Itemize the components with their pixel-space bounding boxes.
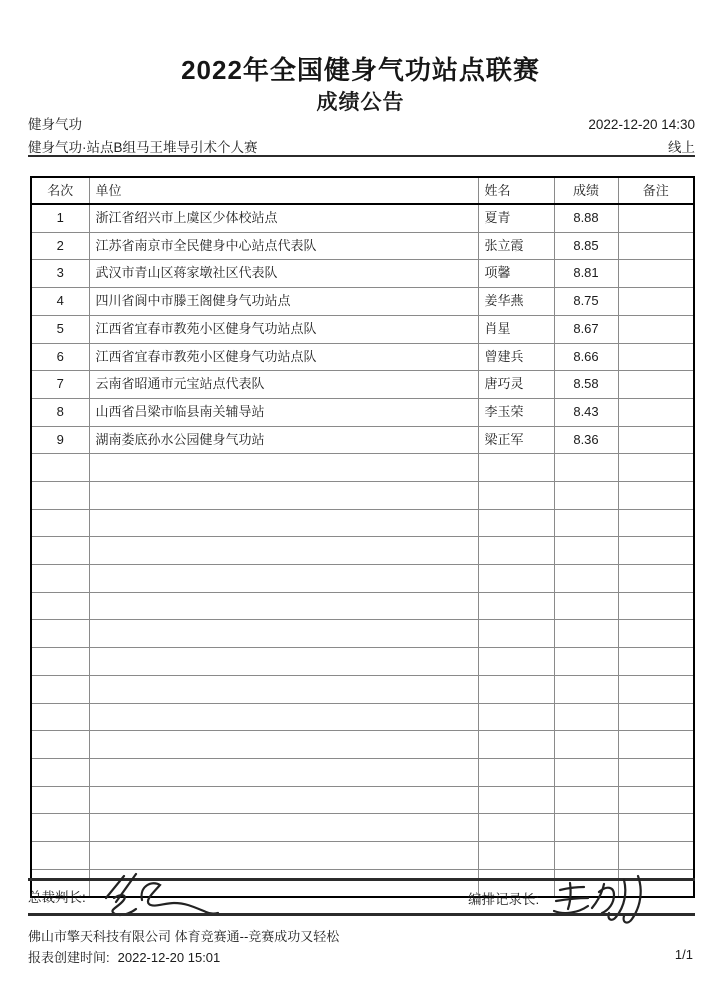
score-cell: [554, 620, 618, 648]
name-cell: 曾建兵: [478, 343, 554, 371]
remark-cell: [618, 315, 694, 343]
rank-cell: 2: [31, 232, 89, 260]
empty-table-row: [31, 758, 694, 786]
remark-cell: [618, 841, 694, 869]
empty-table-row: [31, 731, 694, 759]
rank-cell: 9: [31, 426, 89, 454]
score-cell: [554, 841, 618, 869]
name-cell: [478, 648, 554, 676]
table-row: [31, 426, 694, 454]
results-table-header: [31, 177, 694, 204]
score-cell: 8.81: [554, 260, 618, 288]
score-cell: 8.88: [554, 204, 618, 232]
col-header-remark: 备注: [618, 177, 694, 204]
name-cell: [478, 509, 554, 537]
col-header-score: 成绩: [554, 177, 618, 204]
remark-cell: [618, 703, 694, 731]
empty-table-row: [31, 454, 694, 482]
score-cell: [554, 675, 618, 703]
unit-cell: 四川省阆中市滕王阁健身气功站点: [89, 288, 478, 316]
page-title: 2022年全国健身气功站点联赛: [181, 55, 540, 85]
name-cell: [478, 786, 554, 814]
rank-cell: [31, 482, 89, 510]
meta-row-2: [28, 136, 695, 156]
name-cell: 梁正军: [478, 426, 554, 454]
score-cell: [554, 703, 618, 731]
name-cell: [478, 537, 554, 565]
table-row: [31, 260, 694, 288]
remark-cell: [618, 786, 694, 814]
event-name: 健身气功·站点B组马王堆导引术个人赛: [28, 140, 258, 155]
unit-cell: [89, 454, 478, 482]
remark-cell: [618, 343, 694, 371]
name-cell: 唐巧灵: [478, 371, 554, 399]
unit-cell: 武汉市青山区蒋家墩社区代表队: [89, 260, 478, 288]
rank-cell: 1: [31, 204, 89, 232]
signature-row: [28, 884, 695, 916]
table-row: [31, 232, 694, 260]
rank-cell: 6: [31, 343, 89, 371]
rank-cell: [31, 620, 89, 648]
meta-row-1: [28, 113, 695, 133]
header-row: [31, 177, 694, 204]
table-row: [31, 315, 694, 343]
unit-cell: [89, 841, 478, 869]
unit-cell: [89, 648, 478, 676]
unit-cell: [89, 758, 478, 786]
remark-cell: [618, 454, 694, 482]
name-cell: 项馨: [478, 260, 554, 288]
remark-cell: [618, 731, 694, 759]
name-cell: [478, 814, 554, 842]
rank-cell: 7: [31, 371, 89, 399]
name-cell: 李玉荣: [478, 398, 554, 426]
name-cell: [478, 454, 554, 482]
remark-cell: [618, 204, 694, 232]
unit-cell: 浙江省绍兴市上虞区少体校站点: [89, 204, 478, 232]
score-cell: 8.58: [554, 371, 618, 399]
col-header-unit: 单位: [89, 177, 478, 204]
rank-cell: [31, 509, 89, 537]
score-cell: [554, 648, 618, 676]
score-cell: [554, 509, 618, 537]
remark-cell: [618, 648, 694, 676]
name-cell: [478, 620, 554, 648]
remark-cell: [618, 758, 694, 786]
rank-cell: [31, 758, 89, 786]
unit-cell: 江西省宜春市教苑小区健身气功站点队: [89, 343, 478, 371]
remark-cell: [618, 620, 694, 648]
score-cell: [554, 565, 618, 593]
empty-table-row: [31, 565, 694, 593]
score-cell: [554, 758, 618, 786]
score-cell: [554, 482, 618, 510]
chief-referee-label: 总裁判长:: [28, 890, 86, 905]
unit-cell: [89, 675, 478, 703]
rank-cell: [31, 565, 89, 593]
table-row: [31, 288, 694, 316]
name-cell: [478, 675, 554, 703]
score-cell: 8.85: [554, 232, 618, 260]
empty-table-row: [31, 648, 694, 676]
col-header-name: 姓名: [478, 177, 554, 204]
name-cell: [478, 482, 554, 510]
name-cell: 肖星: [478, 315, 554, 343]
rank-cell: 5: [31, 315, 89, 343]
table-row: [31, 398, 694, 426]
rank-cell: [31, 731, 89, 759]
name-cell: [478, 565, 554, 593]
score-cell: [554, 454, 618, 482]
empty-table-row: [31, 786, 694, 814]
empty-table-row: [31, 482, 694, 510]
remark-cell: [618, 675, 694, 703]
empty-table-row: [31, 537, 694, 565]
rank-cell: [31, 454, 89, 482]
record-keeper-label: 编排记录长:: [468, 892, 540, 907]
score-cell: 8.43: [554, 398, 618, 426]
unit-cell: [89, 565, 478, 593]
remark-cell: [618, 426, 694, 454]
unit-cell: [89, 482, 478, 510]
unit-cell: 山西省吕梁市临县南关辅导站: [89, 398, 478, 426]
unit-cell: [89, 703, 478, 731]
unit-cell: [89, 509, 478, 537]
unit-cell: [89, 592, 478, 620]
unit-cell: 江苏省南京市全民健身中心站点代表队: [89, 232, 478, 260]
unit-cell: [89, 814, 478, 842]
remark-cell: [618, 509, 694, 537]
rank-cell: [31, 703, 89, 731]
remark-cell: [618, 260, 694, 288]
score-cell: [554, 786, 618, 814]
name-cell: 夏青: [478, 204, 554, 232]
score-cell: 8.36: [554, 426, 618, 454]
empty-table-row: [31, 592, 694, 620]
rank-cell: [31, 814, 89, 842]
remark-cell: [618, 482, 694, 510]
col-header-rank: 名次: [31, 177, 89, 204]
name-cell: [478, 703, 554, 731]
name-cell: 姜华燕: [478, 288, 554, 316]
unit-cell: [89, 786, 478, 814]
report-datetime: 2022-12-20 14:30: [588, 117, 695, 132]
empty-table-row: [31, 620, 694, 648]
remark-cell: [618, 565, 694, 593]
table-row: [31, 343, 694, 371]
empty-table-row: [31, 509, 694, 537]
results-table-body: [31, 204, 694, 897]
score-cell: 8.75: [554, 288, 618, 316]
remark-cell: [618, 288, 694, 316]
signature-divider-bottom: [28, 913, 695, 916]
name-cell: [478, 592, 554, 620]
remark-cell: [618, 537, 694, 565]
results-table: [30, 176, 695, 898]
name-cell: [478, 841, 554, 869]
unit-cell: [89, 620, 478, 648]
rank-cell: [31, 537, 89, 565]
name-cell: [478, 758, 554, 786]
unit-cell: [89, 537, 478, 565]
header-divider: [28, 155, 695, 157]
score-cell: [554, 592, 618, 620]
unit-cell: 江西省宜春市教苑小区健身气功站点队: [89, 315, 478, 343]
remark-cell: [618, 814, 694, 842]
empty-table-row: [31, 703, 694, 731]
score-cell: [554, 537, 618, 565]
rank-cell: 4: [31, 288, 89, 316]
rank-cell: [31, 648, 89, 676]
unit-cell: [89, 731, 478, 759]
unit-cell: 湖南娄底孙水公园健身气功站: [89, 426, 478, 454]
score-cell: [554, 814, 618, 842]
competition-mode: 线上: [668, 140, 695, 155]
footer-company-slogan: 佛山市擎天科技有限公司 体育竞赛通--竞赛成功又轻松: [28, 929, 340, 944]
rank-cell: 3: [31, 260, 89, 288]
rank-cell: [31, 592, 89, 620]
remark-cell: [618, 371, 694, 399]
remark-cell: [618, 398, 694, 426]
rank-cell: [31, 675, 89, 703]
score-cell: 8.67: [554, 315, 618, 343]
created-time: 2022-12-20 15:01: [117, 950, 221, 965]
table-row: [31, 371, 694, 399]
unit-cell: 云南省昭通市元宝站点代表队: [89, 371, 478, 399]
rank-cell: 8: [31, 398, 89, 426]
score-cell: 8.66: [554, 343, 618, 371]
sport-label: 健身气功: [28, 117, 82, 132]
rank-cell: [31, 786, 89, 814]
footer-created-line: [28, 947, 220, 966]
name-cell: [478, 731, 554, 759]
empty-table-row: [31, 675, 694, 703]
score-cell: [554, 731, 618, 759]
remark-cell: [618, 232, 694, 260]
name-cell: 张立霞: [478, 232, 554, 260]
rank-cell: [31, 841, 89, 869]
created-label: 报表创建时间:: [28, 950, 110, 965]
table-row: [31, 204, 694, 232]
page-indicator: 1/1: [674, 947, 693, 962]
remark-cell: [618, 592, 694, 620]
page-subtitle: 成绩公告: [316, 91, 405, 114]
record-keeper-signature-icon: [552, 874, 672, 930]
empty-table-row: [31, 814, 694, 842]
empty-table-row: [31, 841, 694, 869]
